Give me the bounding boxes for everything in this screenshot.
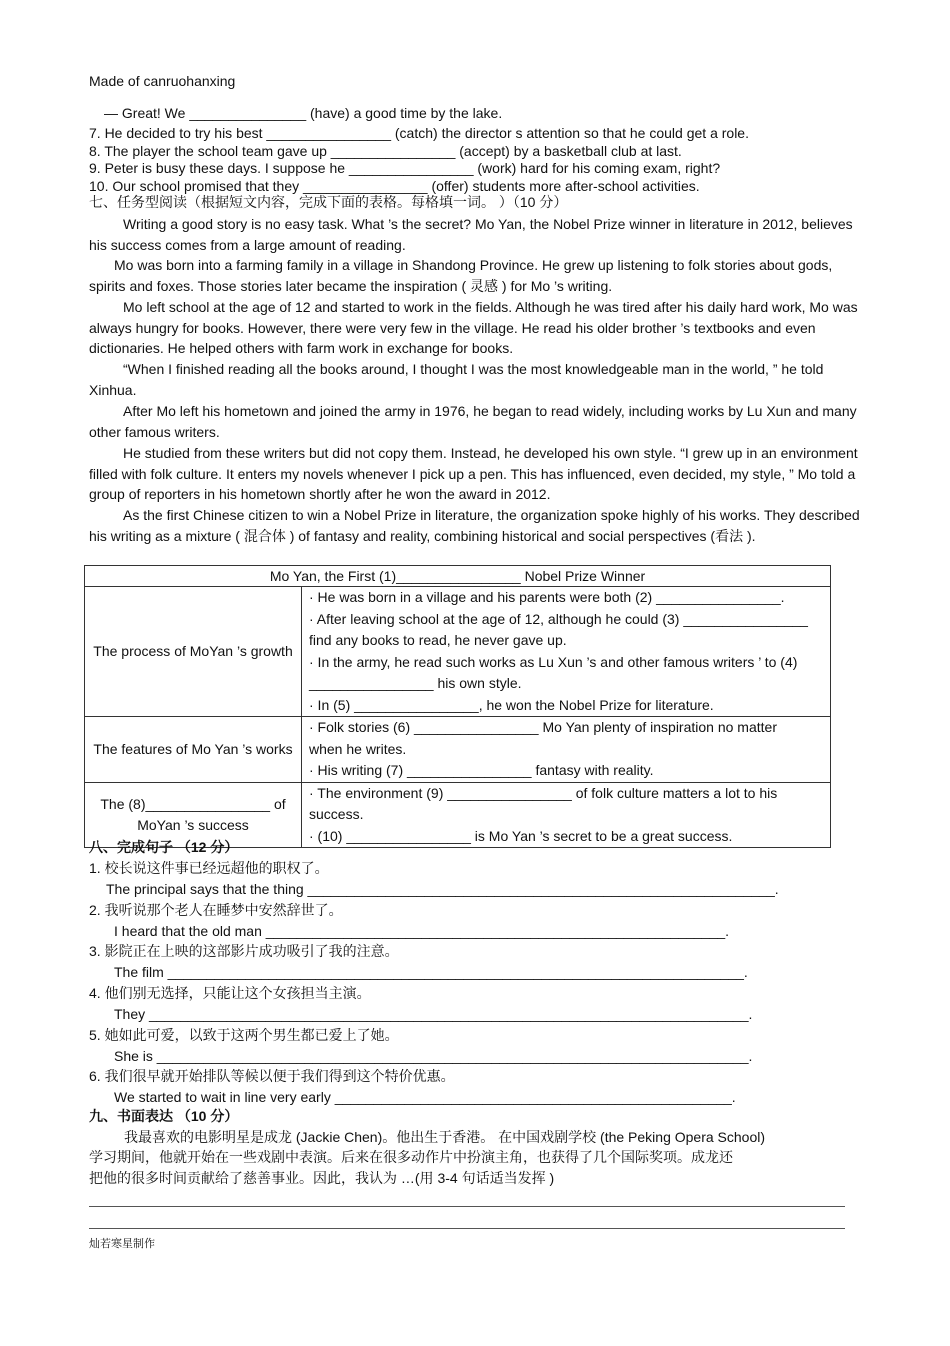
fill-blank-line: — Great! We _______________ (have) a good time by the lake. xyxy=(104,105,503,121)
page-footer: 灿若寒星制作 xyxy=(89,1238,155,1250)
table-line: find any books to read, he never gave up. xyxy=(309,632,567,648)
table-row-label: The process of MoYan ’s growth xyxy=(85,587,302,717)
translation-answer-line: The principal says that the thing ____________________________________________________________. xyxy=(106,881,779,897)
translation-prompt: 6. 我们很早就开始排队等候以便于我们得到这个特价优惠。 xyxy=(89,1068,455,1084)
fill-blank-line: 9. Peter is busy these days. I suppose he ________________ (work) hard for his coming exam, right? xyxy=(89,160,721,176)
section-7-title: 七、任务型阅读（根据短文内容，完成下面的表格。每格填一词。 ）（10 分） xyxy=(89,194,568,210)
translation-prompt: 1. 校长说这件事已经远超他的职权了。 xyxy=(89,860,329,876)
reading-paragraph: He studied from these writers but did not copy them. Instead, he developed his own style. “I grew up in an environment filled with folk culture. It enters my novels whenever I pick up a pen. This has influenced, even decided, my style, ” Mo told a group of reporters in his hometown shortly after he won the award in 2012. xyxy=(89,445,858,503)
translation-prompt: 2. 我听说那个老人在睡梦中安然辞世了。 xyxy=(89,902,343,918)
reading-paragraph: Writing a good story is no easy task. What ’s the secret? Mo Yan, the Nobel Prize winner in literature in 2012, believes his success comes from a large amount of reading. xyxy=(89,216,853,253)
reading-paragraph: Mo was born into a farming family in a village in Shandong Province. He grew up listening to folk stories about gods, spirits and foxes. Those stories later became the inspiration ( 灵感 ) for Mo ’s writing. xyxy=(89,257,833,294)
table-row-label: The (8)________________ of MoYan ’s success xyxy=(85,782,302,848)
table-row-content xyxy=(302,782,831,848)
fill-blank-line: 7. He decided to try his best ________________ (catch) the director s attention so that he could get a role. xyxy=(89,125,749,141)
answer-line xyxy=(89,1228,845,1229)
translation-prompt: 5. 她如此可爱，以致于这两个男生都已爱上了她。 xyxy=(89,1027,399,1043)
reading-paragraph: “When I finished reading all the books around, I thought I was the most knowledgeable man in the world, ” he told Xinhua. xyxy=(89,361,824,398)
table-line: success. xyxy=(309,806,364,822)
table-line: · (10) ________________ is Mo Yan ’s secret to be a great success. xyxy=(309,827,733,844)
reading-paragraph: As the first Chinese citizen to win a Nobel Prize in literature, the organization spoke highly of his works. They described his writing as a mixture ( 混合体 ) of fantasy and reality, combining historical and social perspectives (看法 ). xyxy=(89,507,860,544)
writing-prompt-line: 我最喜欢的电影明星是成龙 (Jackie Chen)。他出生于香港。 在中国戏剧学校 (the Peking Opera School) xyxy=(124,1129,766,1145)
writing-prompt-line: 把他的很多时间贡献给了慈善事业。因此，我认为 …(用 3-4 句话适当发挥 ) xyxy=(89,1170,555,1186)
translation-answer-line: We started to wait in line very early ___________________________________________________. xyxy=(114,1089,736,1105)
translation-answer-line: I heard that the old man ___________________________________________________________. xyxy=(114,923,730,939)
writing-prompt-line: 学习期间，他就开始在一些戏剧中表演。后来在很多动作片中扮演主角，也获得了几个国际奖项。成龙还 xyxy=(89,1149,733,1165)
table-line: · In the army, he read such works as Lu Xun ’s and other famous writers ’ to (4) xyxy=(309,653,798,670)
table-line: · He was born in a village and his parents were both (2) ________________. xyxy=(309,589,785,605)
fill-blank-line: 8. The player the school team gave up ________________ (accept) by a basketball club at last. xyxy=(89,143,682,159)
table-line: · The environment (9) ________________ of folk culture matters a lot to his xyxy=(309,784,778,801)
table-row-content xyxy=(302,717,831,783)
table-line: · His writing (7) ________________ fantasy with reality. xyxy=(309,762,654,778)
reading-paragraph: After Mo left his hometown and joined the army in 1976, he began to read widely, including works by Lu Xun and many other famous writers. xyxy=(89,403,857,440)
table-line: · Folk stories (6) ________________ Mo Yan plenty of inspiration no matter xyxy=(309,719,777,735)
answer-line xyxy=(89,1206,845,1207)
summary-table xyxy=(84,565,831,848)
table-line: · After leaving school at the age of 12, although he could (3) ________________ xyxy=(309,610,808,627)
table-row-label: The features of Mo Yan ’s works xyxy=(85,717,302,783)
reading-paragraph: Mo left school at the age of 12 and started to work in the fields. Although he was tired after his daily hard work, Mo was always hungry for books. However, there were very few in the village. He read his older brother ’s textbooks and even dictionaries. He helped others with farm work in exchange for books. xyxy=(89,299,858,357)
translation-answer-line: The film __________________________________________________________________________. xyxy=(114,964,748,980)
section-9-title: 九、书面表达 （10 分） xyxy=(89,1108,239,1124)
table-line: ________________ his own style. xyxy=(309,675,522,691)
fill-blank-line: 10. Our school promised that they ________________ (offer) students more after-school activities. xyxy=(89,178,700,194)
table-line: when he writes. xyxy=(309,740,407,757)
translation-answer-line: She is ____________________________________________________________________________. xyxy=(114,1048,753,1064)
table-line: · In (5) ________________, he won the Nobel Prize for literature. xyxy=(309,696,714,713)
table-title: Mo Yan, the First (1)________________ Nobel Prize Winner xyxy=(85,566,831,587)
table-row-content xyxy=(302,587,831,717)
translation-prompt: 4. 他们别无选择，只能让这个女孩担当主演。 xyxy=(89,985,371,1001)
translation-prompt: 3. 影院正在上映的这部影片成功吸引了我的注意。 xyxy=(89,943,399,959)
page-header: Made of canruohanxing xyxy=(89,73,236,89)
section-8-title: 八、完成句子 （12 分） xyxy=(89,839,239,855)
translation-answer-line: They _____________________________________________________________________________. xyxy=(114,1006,753,1022)
